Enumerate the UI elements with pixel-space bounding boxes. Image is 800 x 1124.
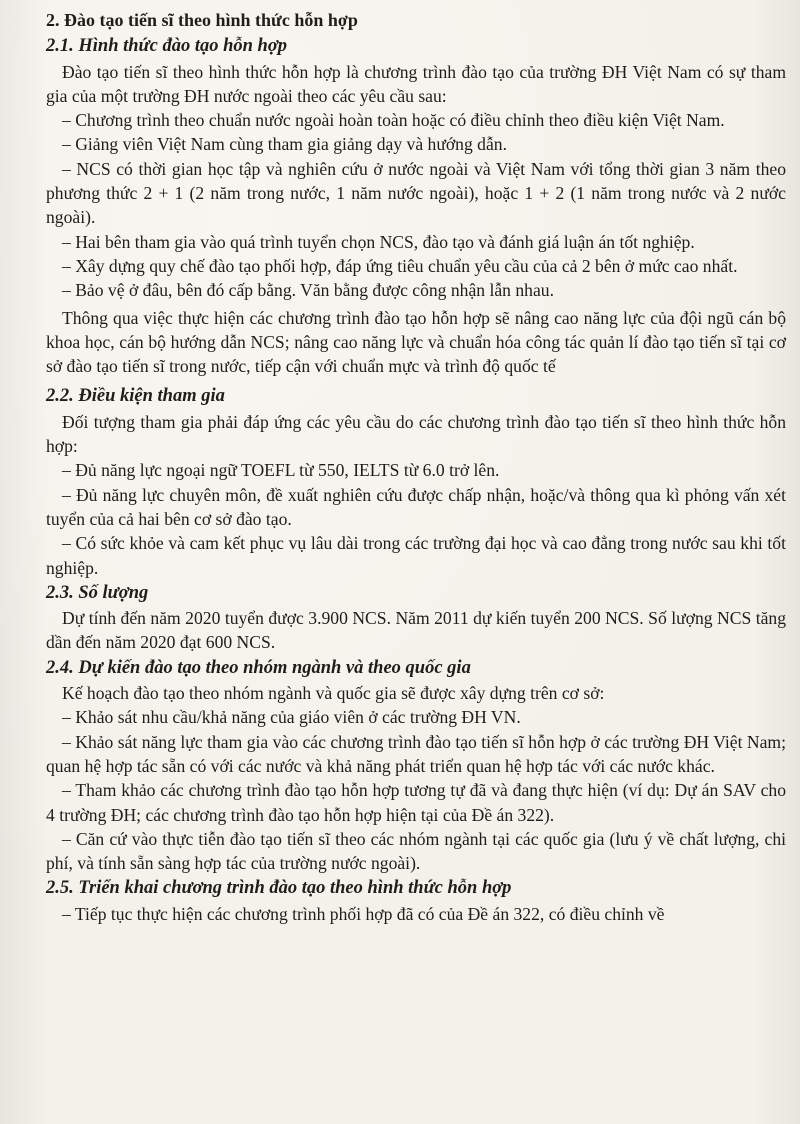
list-item: – Đủ năng lực ngoại ngữ TOEFL từ 550, IELTS từ 6.0 trở lên. (62, 460, 500, 481)
list-item: – Khảo sát nhu cầu/khả năng của giáo viên ở các trường ĐH VN. (62, 707, 521, 728)
list-item: – Giảng viên Việt Nam cùng tham gia giảng dạy và hướng dẫn. (62, 134, 507, 155)
list-item: – Căn cứ vào thực tiễn đào tạo tiến sĩ theo các nhóm ngành tại các quốc gia (lưu ý về chất lượng, chi phí, và tính sẵn sàng hợp tác của trường nước ngoài). (46, 828, 786, 874)
list-item: – Hai bên tham gia vào quá trình tuyển chọn NCS, đào tạo và đánh giá luận án tốt nghiệp. (62, 231, 695, 252)
list-item: – Bảo vệ ở đâu, bên đó cấp bằng. Văn bằng được công nhận lẫn nhau. (62, 280, 554, 301)
document-body (46, 4, 786, 926)
paragraph: Dự tính đến năm 2020 tuyển được 3.900 NCS. Năm 2011 dự kiến tuyển 200 NCS. Số lượng NCS tăng dần đến năm 2020 đạt 600 NCS. (46, 608, 786, 653)
list-item: – Tham khảo các chương trình đào tạo hỗn hợp tương tự đã và đang thực hiện (ví dụ: Dự án SAV cho 4 trường ĐH; các chương trình đào tạo hỗn hợp hiện tại của Đề án 322). (46, 780, 786, 825)
subsection-title-2-1: 2.1. Hình thức đào tạo hỗn hợp (46, 36, 288, 57)
paragraph: Kế hoạch đào tạo theo nhóm ngành và quốc gia sẽ được xây dựng trên cơ sở: (62, 683, 605, 704)
list-item: – Chương trình theo chuẩn nước ngoài hoàn toàn hoặc có điều chỉnh theo điều kiện Việt Nam. (62, 110, 725, 131)
list-item: – Đủ năng lực chuyên môn, đề xuất nghiên cứu được chấp nhận, hoặc/và thông qua kì phỏng vấn xét tuyển của cả hai bên cơ sở đào tạo. (46, 484, 786, 529)
list-item: – Xây dựng quy chế đào tạo phối hợp, đáp ứng tiêu chuẩn yêu cầu của cả 2 bên ở mức cao nhất. (62, 255, 738, 276)
list-item: – Có sức khỏe và cam kết phục vụ lâu dài trong các trường đại học và cao đẳng trong nước sau khi tốt nghiệp. (46, 533, 786, 578)
list-item: – NCS có thời gian học tập và nghiên cứu ở nước ngoài và Việt Nam với tổng thời gian 3 năm theo phương thức 2 + 1 (2 năm trong nước, 1 năm nước ngoài), hoặc 1 + 2 (1 năm trong nước và 2 nước ngoài). (46, 158, 786, 228)
paragraph: Thông qua việc thực hiện các chương trình đào tạo hỗn hợp sẽ nâng cao năng lực của đội ngũ cán bộ khoa học, cán bộ hướng dẫn NCS; nâng cao năng lực và chuẩn hóa công tác quản lí đào tạo tiến sĩ tại cơ sở đào tạo tiến sĩ trong nước, tiếp cận với chuẩn mực và trình độ quốc tế (46, 307, 786, 377)
subsection-title-2-3: 2.3. Số lượng (46, 582, 149, 603)
subsection-title-2-5: 2.5. Triển khai chương trình đào tạo theo hình thức hỗn hợp (46, 878, 512, 899)
subsection-title-2-2: 2.2. Điều kiện tham gia (46, 386, 225, 407)
paragraph: Đối tượng tham gia phải đáp ứng các yêu cầu do các chương trình đào tạo tiến sĩ theo hình thức hỗn hợp: (46, 411, 786, 457)
paragraph: Đào tạo tiến sĩ theo hình thức hỗn hợp là chương trình đào tạo của trường ĐH Việt Nam có sự tham gia của một trường ĐH nước ngoài theo các yêu cầu sau: (46, 61, 786, 106)
list-item: – Khảo sát năng lực tham gia vào các chương trình đào tạo tiến sĩ hỗn hợp ở các trường ĐH Việt Nam; quan hệ hợp tác sẵn có với các nước và khả năng phát triển quan hệ hợp tác với các nước khác. (46, 731, 786, 776)
subsection-title-2-4: 2.4. Dự kiến đào tạo theo nhóm ngành và theo quốc gia (46, 657, 471, 678)
list-item: – Tiếp tục thực hiện các chương trình phối hợp đã có của Đề án 322, có điều chỉnh về (62, 903, 665, 924)
section-heading: 2. Đào tạo tiến sĩ theo hình thức hỗn hợp (46, 10, 358, 30)
